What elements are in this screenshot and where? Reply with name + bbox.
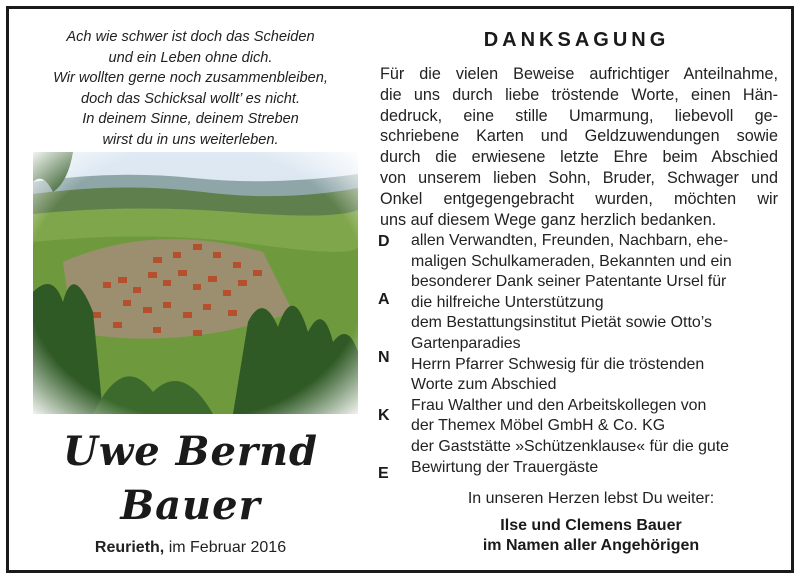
intro-text — [380, 64, 778, 230]
thanks-line: die hilfreiche Unterstützung — [411, 293, 604, 311]
thanks-list — [411, 231, 779, 478]
thanks-line: Herrn Pfarrer Schwesig für die tröstenden — [411, 355, 705, 373]
landscape-village-photo — [33, 152, 358, 414]
intro-line: durch die erwiesene letzte Ehre beim Abschied — [380, 148, 778, 167]
side-letter-n: N — [378, 349, 390, 366]
thanks-line: maligen Schulkameraden, Bekannten und ein — [411, 252, 732, 270]
place-town: Reurieth, — [94, 539, 165, 556]
intro-line: schriebene Karten und Geldzuwendungen sowie — [380, 127, 778, 146]
side-letter-k: K — [378, 407, 390, 424]
signature — [406, 516, 776, 556]
thanks-line: Gartenparadies — [411, 334, 521, 352]
intro-line: dedruck, eine stille Umarmung, liebevoll ge- — [380, 106, 778, 125]
poem — [23, 27, 358, 151]
closing-line: In unseren Herzen lebst Du weiter: — [467, 490, 715, 507]
poem-line: Wir wollten gerne noch zusammenbleiben, — [53, 70, 328, 87]
thanks-line: Bewirtung der Trauergäste — [411, 458, 599, 476]
poem-line: wirst du in uns weiterleben. — [102, 131, 279, 148]
place-and-date — [23, 539, 358, 557]
obituary-frame — [6, 6, 794, 573]
thanks-line: Worte zum Abschied — [411, 376, 557, 394]
thanks-line: besonderer Dank seiner Patentante Ursel für — [411, 273, 727, 291]
page-title: DANKSAGUNG — [483, 29, 670, 51]
poem-line: Ach wie schwer ist doch das Scheiden — [66, 29, 315, 45]
thanks-line: Frau Walther und den Arbeitskollegen von — [411, 396, 707, 414]
intro-line: die uns durch liebe tröstende Worte, einen Hän- — [380, 85, 778, 104]
name-line: Uwe Bernd — [62, 428, 319, 475]
side-letter-a: A — [378, 291, 390, 308]
intro-line: uns auf diesem Wege ganz herzlich bedanken. — [380, 210, 717, 229]
intro-line: von unserem lieben Sohn, Bruder, Schwager und — [380, 168, 778, 187]
thanks-line: allen Verwandten, Freunden, Nachbarn, ehe- — [411, 232, 729, 249]
intro-line: Onkel entgegengebracht wurden, möchten wir — [380, 189, 778, 208]
name-line: Bauer — [120, 482, 261, 529]
poem-line: In deinem Sinne, deinem Streben — [82, 111, 299, 128]
right-column — [374, 9, 784, 570]
deceased-name — [23, 425, 358, 533]
place-date: im Februar 2016 — [168, 539, 287, 556]
thanks-line: der Gaststätte »Schützenklause« für die gute — [411, 437, 730, 455]
side-letter-e: E — [378, 465, 389, 482]
thanks-line: der Themex Möbel GmbH & Co. KG — [411, 417, 666, 435]
signature-names: Ilse und Clemens Bauer — [500, 517, 682, 534]
intro-line: Für die vielen Beweise aufrichtiger Anteilnahme, — [380, 65, 778, 83]
signature-note: im Namen aller Angehörigen — [482, 537, 700, 554]
side-letter-d: D — [378, 233, 390, 250]
thanks-line: dem Bestattungsinstitut Pietät sowie Otto’s — [411, 314, 712, 332]
poem-line: und ein Leben ohne dich. — [108, 49, 273, 66]
poem-line: doch das Schicksal wollt’ es nicht. — [80, 90, 300, 107]
left-column — [9, 9, 367, 570]
